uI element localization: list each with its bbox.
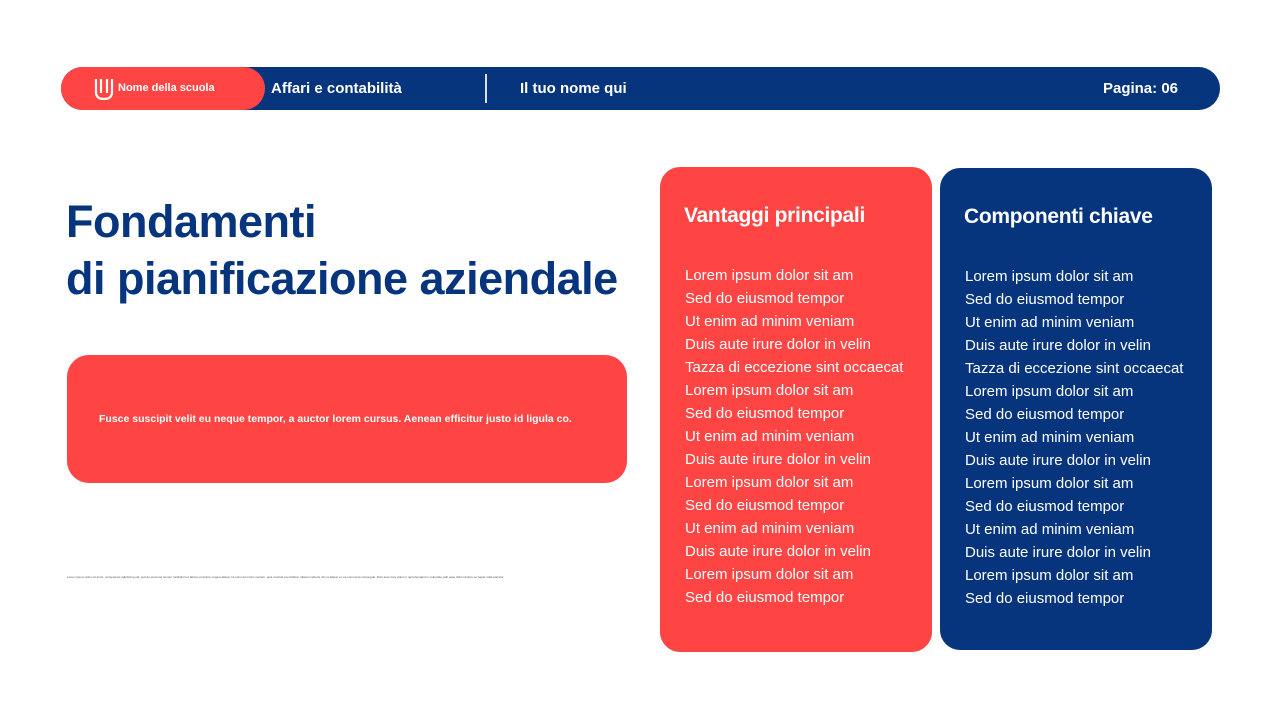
page-title (66, 193, 618, 307)
list-item: Duis aute irure dolor in velin (965, 452, 1151, 469)
components-list (965, 265, 1183, 610)
list-item: Sed do eiusmod tempor (965, 590, 1125, 607)
advantages-card (660, 167, 932, 652)
list-item: Ut enim ad minim veniam (965, 314, 1135, 331)
list-item: Sed do eiusmod tempor (965, 406, 1125, 423)
header-bar (61, 67, 1220, 110)
title-line-1: Fondamenti (66, 196, 316, 247)
list-item: Sed do eiusmod tempor (685, 405, 845, 422)
advantages-list (685, 264, 903, 609)
list-item: Duis aute irure dolor in velin (685, 336, 871, 353)
list-item: Ut enim ad minim veniam (965, 521, 1135, 538)
list-item: Lorem ipsum dolor sit am (685, 382, 854, 399)
list-item: Duis aute irure dolor in velin (965, 337, 1151, 354)
list-item: Ut enim ad minim veniam (685, 520, 855, 537)
list-item: Lorem ipsum dolor sit am (965, 567, 1134, 584)
advantages-title: Vantaggi principali (684, 204, 866, 227)
list-item: Lorem ipsum dolor sit am (965, 268, 1134, 285)
components-card (940, 168, 1212, 650)
school-name: Nome della scuola (118, 82, 215, 94)
components-title: Componenti chiave (964, 205, 1153, 228)
list-item: Sed do eiusmod tempor (685, 497, 845, 514)
list-item: Tazza di eccezione sint occaecat (685, 359, 904, 376)
list-item: Duis aute irure dolor in velin (965, 544, 1151, 561)
title-line-2: di pianificazione aziendale (66, 253, 618, 304)
callout-text: Fusce suscipit velit eu neque tempor, a auctor lorem cursus. Aenean efficitur justo id ligula co. (99, 413, 572, 425)
author-name: Il tuo nome qui (520, 80, 627, 97)
list-item: Sed do eiusmod tempor (685, 589, 845, 606)
school-logo-icon (94, 78, 114, 100)
list-item: Lorem ipsum dolor sit am (685, 267, 854, 284)
list-item: Sed do eiusmod tempor (965, 291, 1125, 308)
list-item: Sed do eiusmod tempor (965, 498, 1125, 515)
list-item: Ut enim ad minim veniam (685, 313, 855, 330)
list-item: Ut enim ad minim veniam (965, 429, 1135, 446)
callout-box (67, 355, 627, 483)
list-item: Lorem ipsum dolor sit am (685, 474, 854, 491)
header-divider (485, 74, 487, 103)
fine-print: Lorem ipsum dolor sit amet, consectetur adipiscing elit, sed do eiusmod tempor incididunt ut labore et dolore magna aliqua. Ut enim ad minim veniam, quis nostrud exercitation ullamco laboris nisi ut aliquip ex ea commodo consequat. Duis aute irure dolor in reprehenderit in voluptate velit esse cillum dolore eu fugiat nulla pariatur. (67, 575, 505, 579)
list-item: Lorem ipsum dolor sit am (965, 475, 1134, 492)
page-number: Pagina: 06 (1102, 80, 1178, 97)
list-item: Sed do eiusmod tempor (685, 290, 845, 307)
list-item: Lorem ipsum dolor sit am (685, 566, 854, 583)
list-item: Lorem ipsum dolor sit am (965, 383, 1134, 400)
school-badge (61, 67, 265, 110)
list-item: Duis aute irure dolor in velin (685, 543, 871, 560)
list-item: Duis aute irure dolor in velin (685, 451, 871, 468)
list-item: Tazza di eccezione sint occaecat (965, 360, 1184, 377)
list-item: Ut enim ad minim veniam (685, 428, 855, 445)
subject-label: Affari e contabilità (271, 80, 402, 97)
